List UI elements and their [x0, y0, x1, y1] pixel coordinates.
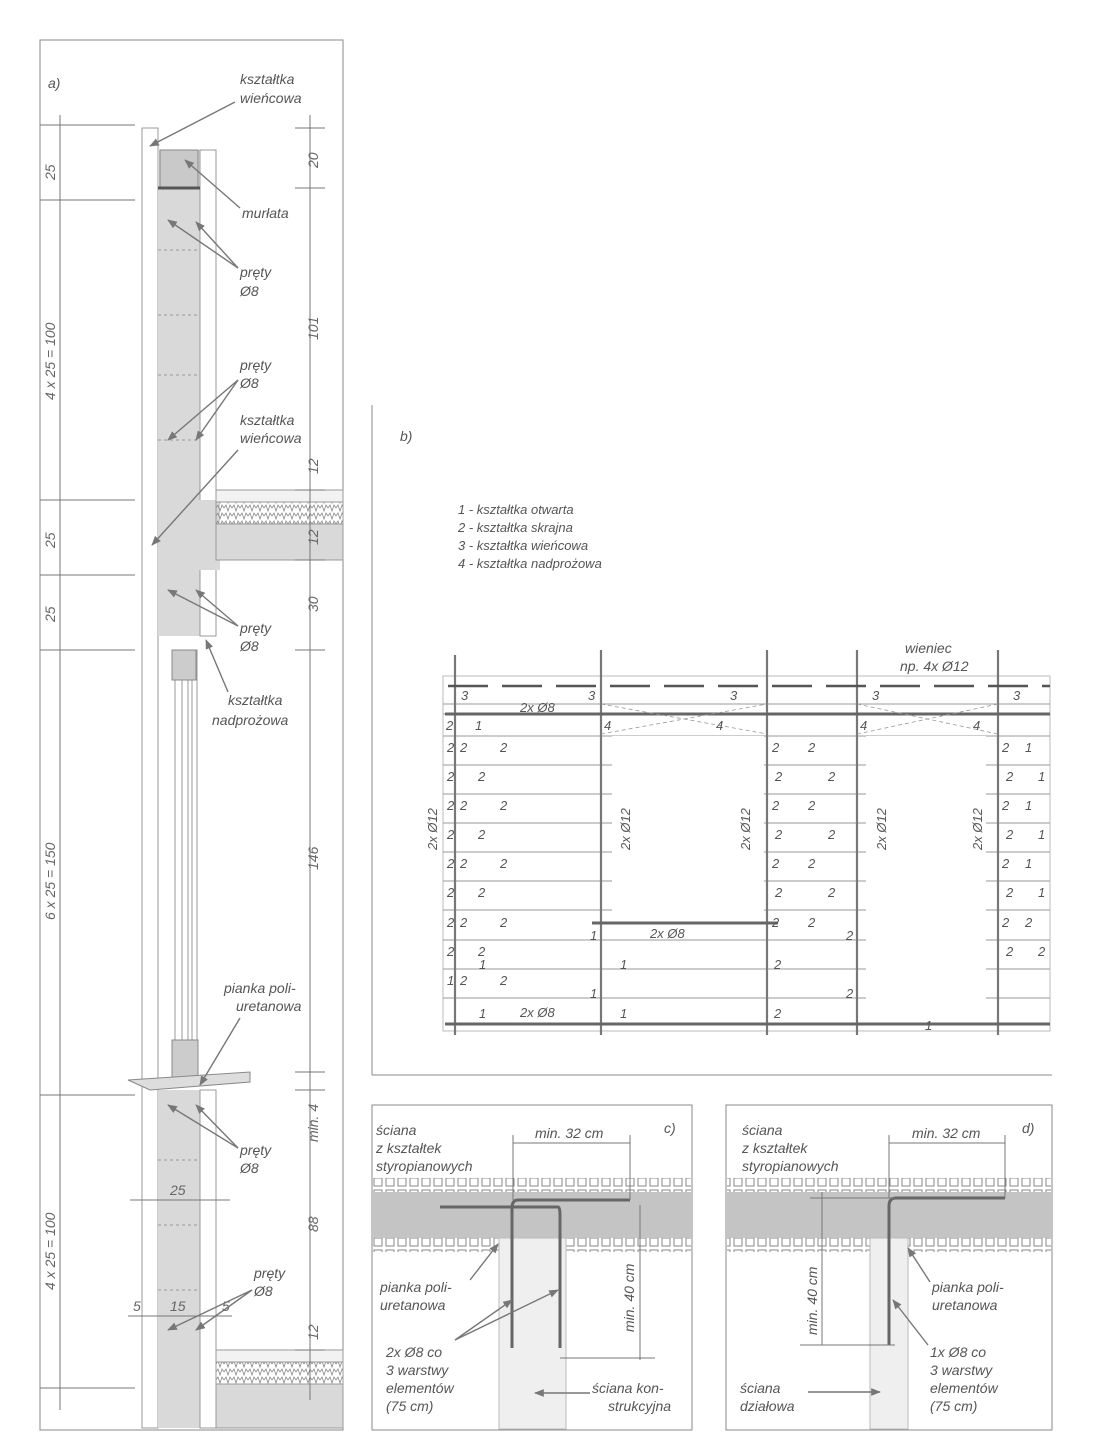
label-c-rods-3: elementów [386, 1380, 454, 1396]
left-pier-mark-12: 2 [500, 856, 508, 871]
left-pier-mark-2: 2 [500, 740, 508, 755]
label-rods2-1: pręty [240, 357, 272, 373]
outer-insulation-left [142, 128, 158, 1428]
label-vrebar-3: 2x Ø12 [738, 808, 753, 850]
left-pier-mark-1: 2 [460, 740, 468, 755]
label-d-wall-1: ściana [742, 1122, 783, 1138]
label-d-partition-1: ściana [740, 1380, 781, 1396]
label-c-struct-2: strukcyjna [608, 1398, 672, 1414]
label-rods2-2: Ø8 [240, 375, 259, 391]
mid-pier-mark-1: 2 [808, 740, 816, 755]
door-opening [866, 736, 986, 1014]
label-rods3-1: pręty [240, 620, 272, 636]
mark-3-b: 3 [588, 688, 596, 703]
right-pier-mark-3: 1 [1038, 769, 1046, 784]
left-pier-mark-8: 2 [447, 827, 455, 842]
label-top-ring-1: kształtka [240, 71, 295, 87]
mark-4-c: 4 [604, 718, 612, 733]
mid-pier-mark-3: 2 [828, 769, 836, 784]
label-d-rods-1: 1x Ø8 co [930, 1344, 987, 1360]
label-c-wall-2: z kształtek [376, 1140, 442, 1156]
dim-right-12b: 12 [305, 529, 321, 545]
label-murlata: murłata [242, 205, 289, 221]
right-pier-mark-2: 2 [1006, 769, 1014, 784]
ring-beam-junction [158, 500, 220, 570]
left-pier-mark-15: 2 [447, 915, 455, 930]
right-pier-mark-10: 2 [1006, 885, 1014, 900]
bottom-mark-2: 1 [590, 986, 598, 1001]
label-c-min32: min. 32 cm [535, 1125, 604, 1141]
label-rebar-mid: 2x Ø8 [650, 926, 685, 941]
dim-section-15: 15 [170, 1298, 186, 1314]
inner-insulation-lower [200, 1090, 216, 1428]
bottom-mark-9: 2 [774, 1006, 782, 1021]
left-pier-mark-16: 2 [460, 915, 468, 930]
mid-pier-mark-13: 2 [808, 915, 816, 930]
c-insulation-top [373, 1178, 691, 1192]
left-pier-mark-18: 2 [447, 944, 455, 959]
right-pier-mark-9: 1 [1025, 856, 1033, 871]
label-wieniec-1: wieniec [905, 640, 952, 656]
mark-4-b: 1 [475, 718, 483, 733]
panel-a-tag: a) [48, 75, 61, 91]
label-c-foam-1: pianka poli- [380, 1279, 452, 1295]
label-c-min40: min. 40 cm [621, 1263, 637, 1332]
label-rods3-2: Ø8 [240, 638, 259, 654]
label-c-wall-1: ściana [376, 1122, 417, 1138]
label-d-foam-2: uretanowa [932, 1297, 998, 1313]
dim-right-146: 146 [305, 846, 321, 870]
panel-c-tag: c) [664, 1120, 676, 1136]
legend-4: 4 - kształtka nadprożowa [458, 556, 602, 571]
mark-3-d: 3 [872, 688, 880, 703]
label-foam-a-2: uretanowa [236, 998, 302, 1014]
bottom-mark-5: 2 [846, 986, 854, 1001]
panel-b [372, 405, 1052, 1075]
dim-right-30: 30 [305, 596, 321, 612]
label-vrebar-2: 2x Ø12 [618, 808, 633, 850]
label-vrebar-1: 2x Ø12 [425, 808, 440, 850]
label-top-ring-2: wieńcowa [240, 90, 302, 106]
wall-plate-murlata [160, 150, 198, 188]
label-d-rods-2: 3 warstwy [930, 1362, 993, 1378]
label-c-wall-3: styropianowych [376, 1158, 473, 1174]
left-pier-mark-19: 2 [478, 944, 486, 959]
right-pier-mark-7: 1 [1038, 827, 1046, 842]
left-pier-mark-0: 2 [447, 740, 455, 755]
dim-left-25c: 25 [42, 606, 58, 622]
mark-4-d: 4 [716, 718, 724, 733]
label-rods5-1: pręty [254, 1265, 286, 1281]
label-mid-ring-2: wieńcowa [240, 430, 302, 446]
left-pier-mark-7: 2 [500, 798, 508, 813]
dim-right-20: 20 [305, 152, 321, 168]
left-pier-mark-21: 2 [460, 973, 468, 988]
dim-left-150: 6 x 25 = 150 [42, 842, 58, 920]
bottom-mark-6: 1 [620, 1006, 628, 1021]
dim-left-100a: 4 x 25 = 100 [42, 322, 58, 400]
dim-left-25b: 25 [42, 532, 58, 548]
label-rods5-2: Ø8 [254, 1283, 273, 1299]
dim-left-25a: 25 [42, 164, 58, 180]
dim-section-5-right: 5 [222, 1298, 230, 1314]
mid-pier-mark-7: 2 [828, 827, 836, 842]
right-pier-mark-8: 2 [1002, 856, 1010, 871]
label-d-rods-4: (75 cm) [930, 1398, 978, 1414]
left-pier-mark-20: 1 [447, 973, 455, 988]
label-c-foam-2: uretanowa [380, 1297, 446, 1313]
label-vrebar-4: 2x Ø12 [874, 808, 889, 850]
left-pier-mark-13: 2 [447, 885, 455, 900]
mid-pier-mark-6: 2 [775, 827, 783, 842]
label-lintel-1: kształtka [228, 692, 283, 708]
mid-pier-mark-0: 2 [772, 740, 780, 755]
dim-left-100b: 4 x 25 = 100 [42, 1212, 58, 1290]
legend-2: 2 - kształtka skrajna [458, 520, 573, 535]
label-d-min40: min. 40 cm [804, 1266, 820, 1335]
dim-right-12a: 12 [305, 458, 321, 474]
label-c-rods-1: 2x Ø8 co [386, 1344, 443, 1360]
label-c-rods-2: 3 warstwy [386, 1362, 449, 1378]
label-rods1-1: pręty [240, 264, 272, 280]
left-pier-mark-11: 2 [460, 856, 468, 871]
label-c-struct-1: ściana kon- [592, 1380, 664, 1396]
label-vrebar-5: 2x Ø12 [970, 808, 985, 850]
left-pier-mark-10: 2 [447, 856, 455, 871]
dim-right-min4: min. 4 [305, 1103, 321, 1142]
mark-4-f: 4 [973, 718, 981, 733]
label-rods4-1: pręty [240, 1142, 272, 1158]
right-pier-mark-4: 2 [1002, 798, 1010, 813]
floor-insulation [216, 502, 343, 524]
right-pier-mark-0: 2 [1002, 740, 1010, 755]
mid-pier-mark-8: 2 [772, 856, 780, 871]
bottom-mark-0: 1 [590, 928, 598, 943]
label-c-rods-4: (75 cm) [386, 1398, 434, 1414]
bottom-mark-8: 1 [479, 1006, 487, 1021]
bottom-mark-3: 2 [846, 928, 854, 943]
mid-pier-mark-12: 2 [772, 915, 780, 930]
bottom-mark-7: 1 [479, 957, 487, 972]
dim-right-88: 88 [305, 1216, 321, 1232]
label-foam-a-1: pianka poli- [224, 980, 296, 996]
left-pier-mark-22: 2 [500, 973, 508, 988]
mark-4-a: 2 [446, 718, 454, 733]
label-rebar-bottom: 2x Ø8 [520, 1005, 555, 1020]
mark-4-e: 4 [860, 718, 868, 733]
label-rods1-2: Ø8 [240, 283, 259, 299]
dim-right-12c: 12 [305, 1324, 321, 1340]
mark-3-e: 3 [1013, 688, 1021, 703]
left-pier-mark-9: 2 [478, 827, 486, 842]
left-pier-mark-6: 2 [460, 798, 468, 813]
dim-section-5-left: 5 [133, 1298, 141, 1314]
panel-d-tag: d) [1022, 1120, 1035, 1136]
right-pier-mark-5: 1 [1025, 798, 1033, 813]
panel-b-tag: b) [400, 428, 413, 444]
legend-3: 3 - kształtka wieńcowa [458, 538, 589, 553]
label-rods4-2: Ø8 [240, 1160, 259, 1176]
mid-pier-mark-2: 2 [775, 769, 783, 784]
dim-right-101: 101 [305, 316, 321, 340]
panel-a [40, 40, 343, 1430]
mid-pier-mark-5: 2 [808, 798, 816, 813]
mid-pier-mark-9: 2 [808, 856, 816, 871]
label-d-partition-2: działowa [740, 1398, 795, 1414]
c-structural-wall [499, 1238, 566, 1429]
label-d-foam-1: pianka poli- [932, 1279, 1004, 1295]
mid-pier-mark-11: 2 [828, 885, 836, 900]
label-d-wall-2: z kształtek [742, 1140, 808, 1156]
right-pier-mark-15: 2 [1038, 944, 1046, 959]
left-pier-mark-5: 2 [447, 798, 455, 813]
floor-slab [216, 524, 343, 560]
right-pier-mark-14: 2 [1006, 944, 1014, 959]
right-pier-mark-11: 1 [1038, 885, 1046, 900]
label-rebar-top: 2x Ø8 [520, 700, 555, 715]
bottom-mark-1: 1 [620, 957, 628, 972]
panel-d [726, 1105, 1052, 1430]
right-pier-mark-12: 2 [1002, 915, 1010, 930]
mark-3-a: 3 [461, 688, 469, 703]
label-d-min32: min. 32 cm [912, 1125, 981, 1141]
left-pier-mark-3: 2 [447, 769, 455, 784]
left-pier-mark-17: 2 [500, 915, 508, 930]
label-d-wall-3: styropianowych [742, 1158, 839, 1174]
concrete-core-lower [158, 1090, 200, 1428]
label-wieniec-2: np. 4x Ø12 [900, 658, 969, 674]
legend-1: 1 - kształtka otwarta [458, 502, 574, 517]
dim-section-25: 25 [170, 1182, 186, 1198]
label-mid-ring-1: kształtka [240, 412, 295, 428]
label-d-rods-3: elementów [930, 1380, 998, 1396]
left-pier-mark-14: 2 [478, 885, 486, 900]
mid-pier-mark-10: 2 [775, 885, 783, 900]
mid-pier-mark-4: 2 [772, 798, 780, 813]
bottom-mark-4: 2 [774, 957, 782, 972]
right-pier-mark-6: 2 [1006, 827, 1014, 842]
right-pier-mark-1: 1 [1025, 740, 1033, 755]
label-lintel-2: nadprożowa [212, 712, 289, 728]
mark-3-c: 3 [730, 688, 738, 703]
floor-layer [216, 490, 343, 502]
left-pier-mark-4: 2 [478, 769, 486, 784]
right-pier-mark-13: 2 [1025, 915, 1033, 930]
bottom-mark-10: 1 [925, 1018, 933, 1033]
panel-c [372, 1105, 692, 1430]
window-frame [175, 650, 197, 1080]
